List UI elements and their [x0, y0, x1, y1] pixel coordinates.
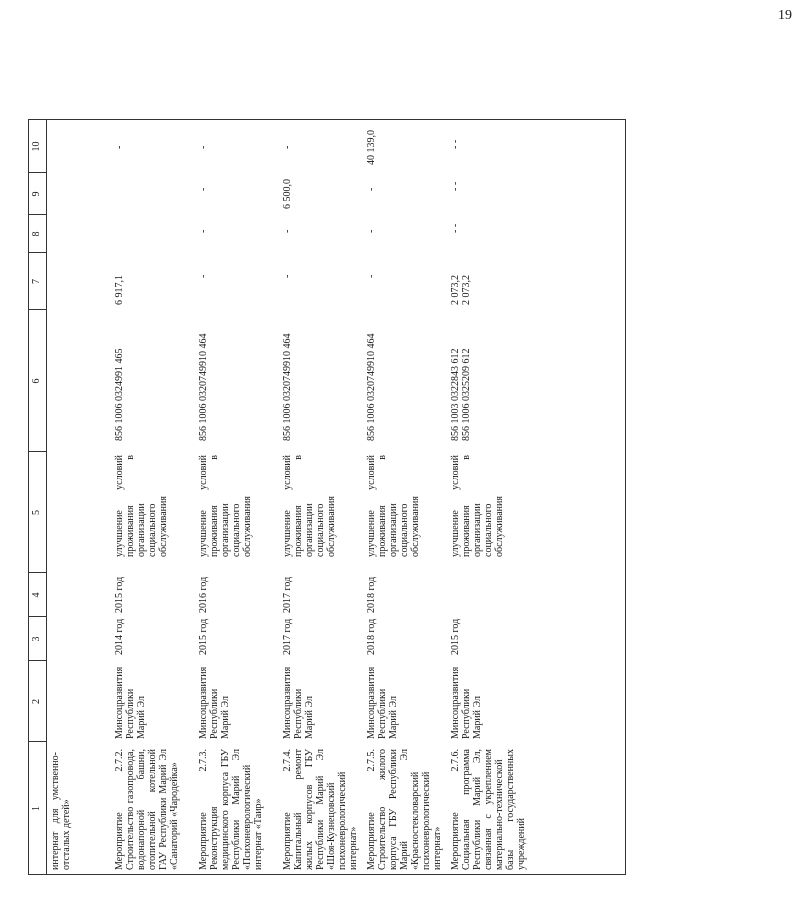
amount-col-7: -: [282, 274, 293, 278]
header-col-5: 5: [31, 510, 42, 515]
amount-col-7: -: [366, 274, 377, 278]
end-year: 2016 год: [198, 576, 209, 613]
budget-code: 856 1006 0325209 612: [461, 348, 472, 441]
start-year: 2015 год: [450, 618, 461, 655]
amount-col-7: 2 073,2: [450, 275, 461, 305]
executor: Минсоцразвития Республики Марий Эл: [114, 666, 147, 739]
budget-code: 856 1006 0320749910 464: [198, 333, 209, 441]
table-bottom-border: [625, 120, 626, 875]
start-year: 2017 год: [282, 618, 293, 655]
amount-col-8: -: [282, 229, 293, 233]
end-year: 2015 год: [114, 576, 125, 613]
header-col-9: 9: [31, 191, 42, 197]
amount-col-9: - -: [450, 181, 461, 191]
amount-col-10: - -: [450, 139, 461, 149]
header-col-3: 3: [31, 636, 42, 642]
amount-col-10: 40 139,0: [366, 130, 377, 165]
expected-result: улучшение условий проживания в организации социального обслуживания: [282, 455, 337, 557]
budget-code: 856 1006 0324991 465: [114, 348, 125, 441]
measure-name: Мероприятие 2.7.3. Реконструкция медицинского корпуса ГБУ Республики Марий Эл «Психоневрологический интернат «Таир»: [198, 749, 264, 870]
table-left-border: [28, 874, 626, 875]
expected-result: улучшение условий проживания в организации социального обслуживания: [366, 455, 421, 557]
header-col-8: 8: [31, 231, 42, 237]
page-number: 19: [778, 8, 792, 23]
amount-col-7: -: [198, 274, 209, 278]
budget-code: 856 1003 0322843 612: [450, 348, 461, 441]
start-year: 2015 год: [198, 618, 209, 655]
amount-col-10: -: [198, 145, 209, 149]
rotated-table: [28, 15, 628, 875]
expected-result: улучшение условий проживания в организации социального обслуживания: [114, 455, 169, 557]
measure-name: Мероприятие 2.7.6. Социальная программа Республики Марий Эл, связанная с укреплением материально-технической базы государственных учреждений: [450, 749, 527, 870]
amount-col-9: -: [366, 187, 377, 191]
executor: Минсоцразвития Республики Марий Эл: [366, 666, 399, 739]
end-year: 2017 год: [282, 576, 293, 613]
expected-result: улучшение условий проживания в организации социального обслуживания: [450, 455, 505, 557]
amount-col-7: 2 073,2: [461, 275, 472, 305]
expected-result: улучшение условий проживания в организации социального обслуживания: [198, 455, 253, 557]
measure-name: Мероприятие 2.7.5. Строительство жилого корпуса ГБУ Республики Марий Эл «Красностекловарский психоневрологический интернат»: [366, 749, 443, 870]
end-year: 2018 год: [366, 576, 377, 613]
amount-col-9: -: [198, 187, 209, 191]
header-col-10: 10: [31, 141, 42, 152]
start-year: 2018 год: [366, 618, 377, 655]
executor: Минсоцразвития Республики Марий Эл: [282, 666, 315, 739]
carry-over-text: интернат для умственно-отсталых детей»: [50, 752, 72, 870]
amount-col-10: -: [282, 145, 293, 149]
budget-code: 856 1006 0320749910 464: [366, 333, 377, 441]
budget-code: 856 1006 0320749910 464: [282, 333, 293, 441]
amount-col-8: - -: [450, 223, 461, 233]
header-col-4: 4: [31, 592, 42, 598]
header-col-1: 1: [31, 806, 42, 811]
header-col-2: 2: [31, 699, 42, 704]
header-bottom-border: [46, 120, 47, 875]
header-col-7: 7: [31, 279, 42, 284]
amount-col-9: 6 500,0: [282, 179, 293, 209]
amount-col-7: 6 917,1: [114, 275, 125, 305]
table-right-border: [28, 119, 626, 120]
amount-col-10: -: [114, 145, 125, 149]
amount-col-8: -: [366, 229, 377, 233]
measure-name: Мероприятие 2.7.2. Строительство газопровода, водонапорной башни, отопительной котельной ГАУ Республики Марий Эл «Санаторий «Чародейка»: [114, 749, 180, 870]
start-year: 2014 год: [114, 618, 125, 655]
executor: Минсоцразвития Республики Марий Эл: [198, 666, 231, 739]
measure-name: Мероприятие 2.7.4. Капитальный ремонт жилых корпусов ГБУ Республики Марий Эл «Шоя-Кузнецовский психоневрологический интернат»: [282, 749, 359, 870]
header-col-6: 6: [31, 378, 42, 384]
executor: Минсоцразвития Республики Марий Эл: [450, 666, 483, 739]
amount-col-8: -: [198, 229, 209, 233]
